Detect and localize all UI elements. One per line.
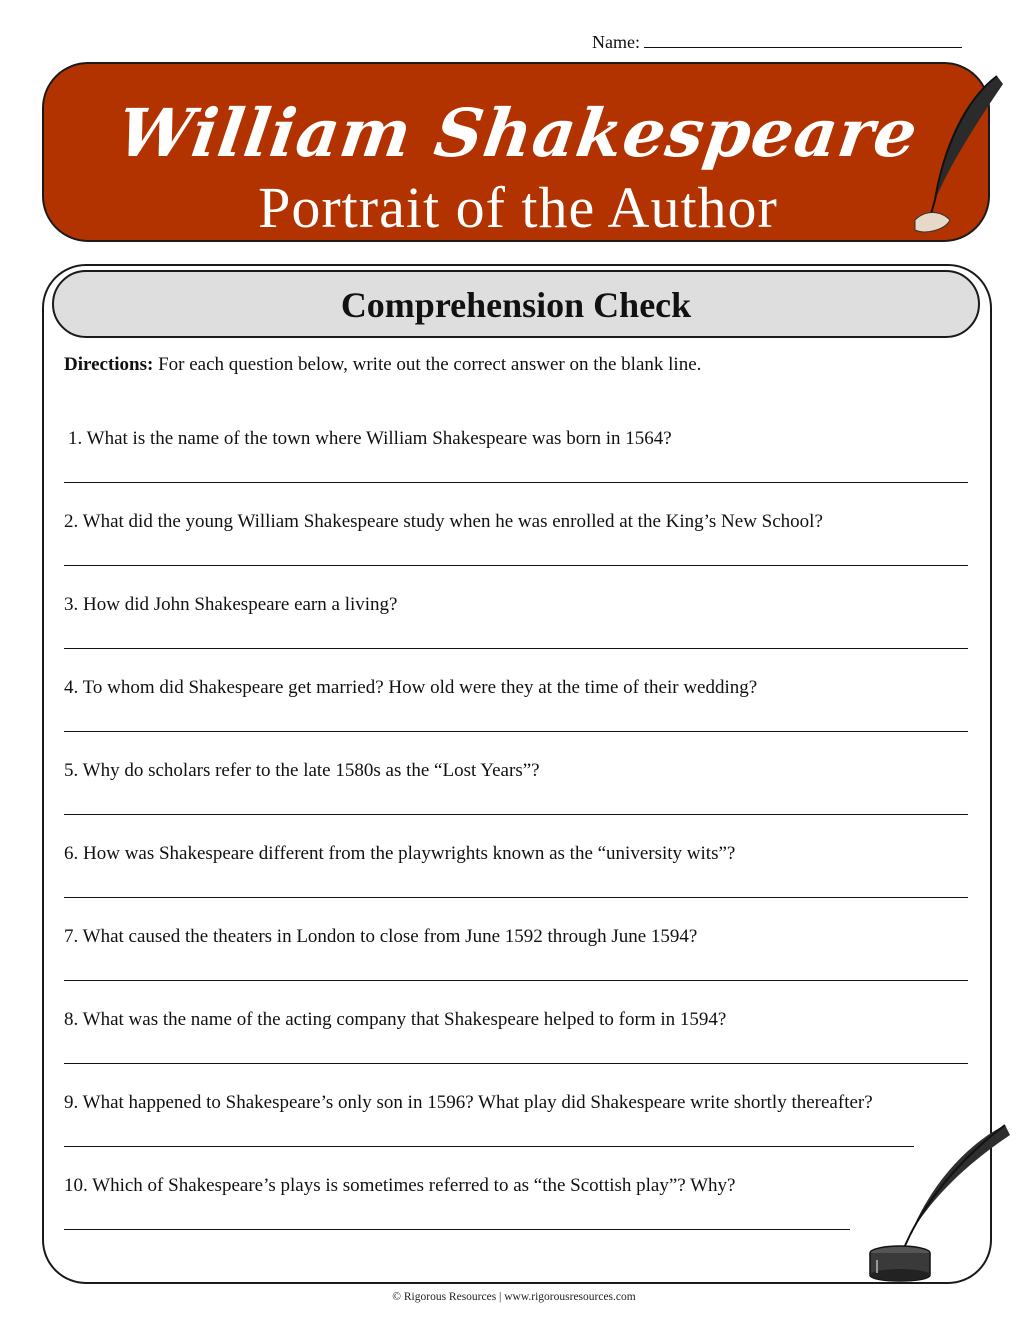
footer-credit: © Rigorous Resources | www.rigorousresources.com — [392, 1291, 636, 1303]
question-6: 6. How was Shakespeare different from the playwrights known as the “university wits”? — [64, 843, 736, 864]
banner-subtitle: Portrait of the Author — [258, 175, 778, 240]
answer-line-3[interactable] — [64, 648, 968, 649]
question-5: 5. Why do scholars refer to the late 1580s as the “Lost Years”? — [64, 760, 540, 781]
question-3: 3. How did John Shakespeare earn a living? — [64, 594, 398, 615]
question-8: 8. What was the name of the acting company that Shakespeare helped to form in 1594? — [64, 1009, 727, 1030]
answer-line-7[interactable] — [64, 980, 968, 981]
answer-line-5[interactable] — [64, 814, 968, 815]
directions — [64, 354, 701, 376]
name-field[interactable] — [592, 32, 962, 53]
question-9: 9. What happened to Shakespeare’s only son in 1596? What play did Shakespeare write shortly thereafter? — [64, 1092, 873, 1113]
directions-text: For each question below, write out the correct answer on the blank line. — [158, 354, 702, 375]
question-2: 2. What did the young William Shakespeare study when he was enrolled at the King’s New School? — [64, 511, 823, 532]
answer-line-10[interactable] — [64, 1229, 850, 1230]
question-10: 10. Which of Shakespeare’s plays is sometimes referred to as “the Scottish play”? Why? — [64, 1175, 736, 1196]
banner-title: William Shakespeare — [113, 94, 923, 172]
answer-line-9[interactable] — [64, 1146, 914, 1147]
question-7: 7. What caused the theaters in London to close from June 1592 through June 1594? — [64, 926, 698, 947]
title-banner — [42, 62, 990, 242]
answer-line-8[interactable] — [64, 1063, 968, 1064]
answer-line-2[interactable] — [64, 565, 968, 566]
answer-line-4[interactable] — [64, 731, 968, 732]
name-label: Name: — [592, 32, 640, 52]
name-blank[interactable] — [644, 33, 962, 48]
question-4: 4. To whom did Shakespeare get married? How old were they at the time of their wedding? — [64, 677, 758, 698]
answer-line-1[interactable] — [64, 482, 968, 483]
question-1: 1. What is the name of the town where William Shakespeare was born in 1564? — [68, 428, 672, 449]
directions-label: Directions: — [64, 354, 154, 375]
section-header: Comprehension Check — [52, 270, 980, 338]
quill-pen-icon — [905, 70, 1015, 240]
answer-line-6[interactable] — [64, 897, 968, 898]
inkwell-quill-icon — [855, 1115, 1015, 1285]
